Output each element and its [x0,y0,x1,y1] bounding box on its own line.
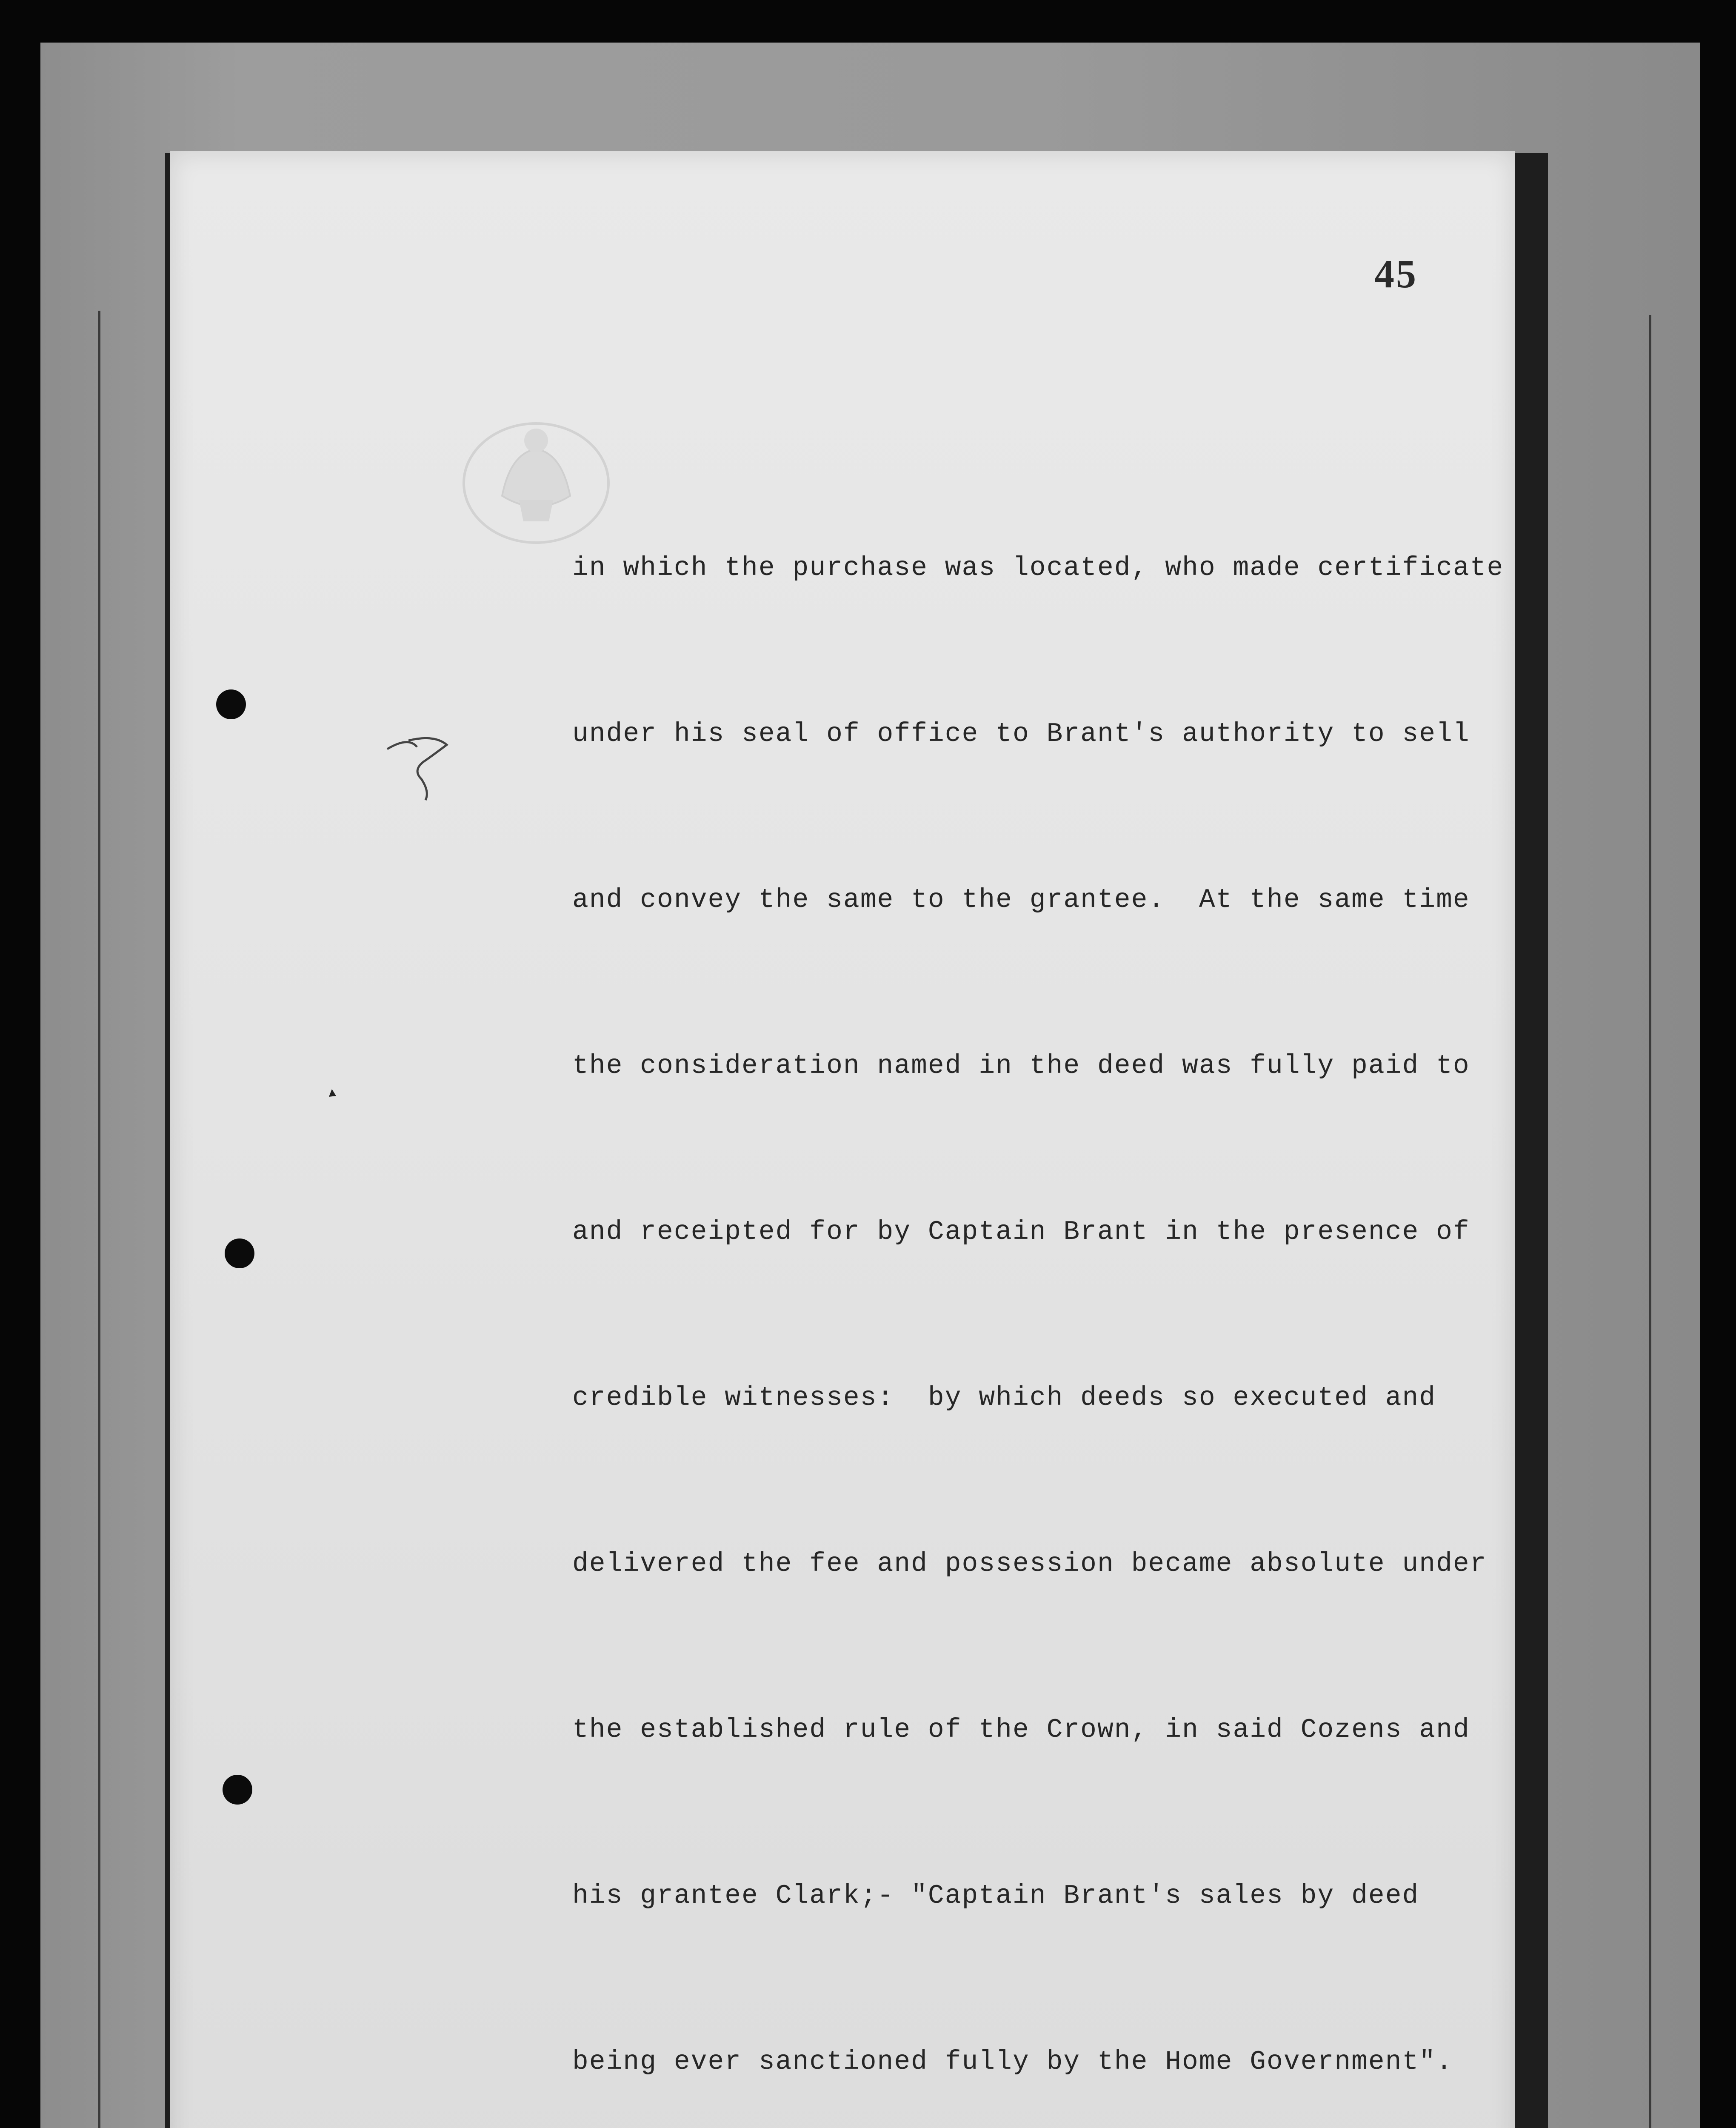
mount-border-right [1649,315,1651,2128]
pencil-mark-icon [383,732,460,804]
punch-hole [225,1238,254,1268]
text-line: credible witnesses: by which deeds so executed and [572,1383,1436,1413]
text-line: under his seal of office to Brant's authority to sell [572,719,1470,749]
text-line: and convey the same to the grantee. At the same time [572,885,1470,915]
letter-body [572,430,1504,2128]
text-line: the established rule of the Crown, in said Cozens and [572,1715,1470,1745]
text-line: his grantee Clark;- "Captain Brant's sales by deed [572,1881,1419,1911]
text-line: being ever sanctioned fully by the Home Government". [572,2047,1453,2077]
punch-hole [216,689,246,719]
page-number: 45 [1374,252,1418,296]
mount-border-left [98,311,100,2128]
punch-hole [223,1775,252,1805]
text-line: in which the purchase was located, who made certificate [572,553,1504,583]
speck-icon [326,1087,338,1100]
text-line: the consideration named in the deed was fully paid to [572,1051,1470,1081]
text-line: delivered the fee and possession became absolute under [572,1549,1487,1579]
text-line: and receipted for by Captain Brant in the presence of [572,1217,1470,1247]
